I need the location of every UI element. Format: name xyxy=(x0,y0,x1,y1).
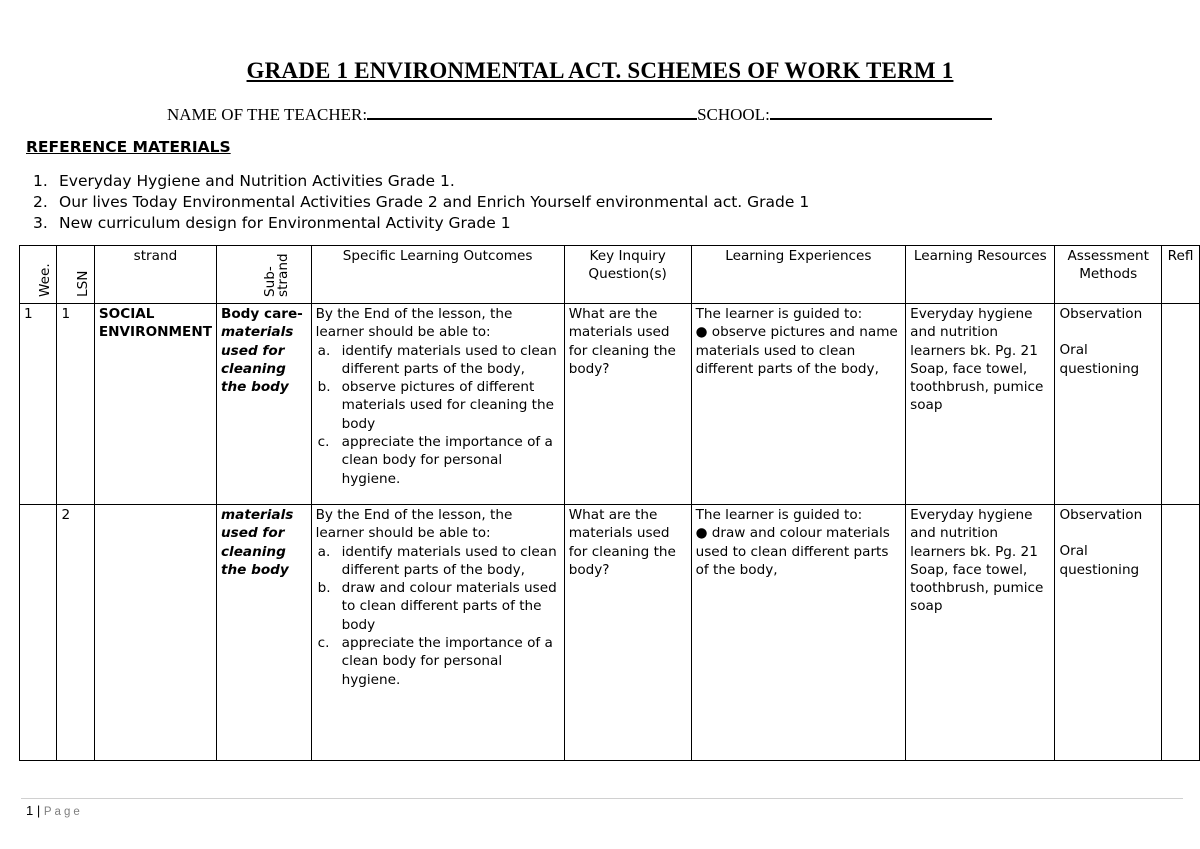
footer-separator: | xyxy=(36,803,41,818)
outcome-item: a. identify materials used to clean different parts of the body, xyxy=(317,543,557,578)
outcome-item: b. observe pictures of different materials used for cleaning the body xyxy=(317,379,554,432)
strand-cell: SOCIAL ENVIRONMENT xyxy=(94,304,216,505)
header-learning-experiences: Learning Experiences xyxy=(691,246,906,304)
outcome-item: a. identify materials used to clean different parts of the body, xyxy=(317,342,557,377)
learning-experiences-cell xyxy=(691,505,906,761)
week-cell xyxy=(20,505,57,761)
assessment-method: Oral questioning xyxy=(1059,342,1140,377)
week-cell: 1 xyxy=(20,304,57,505)
sub-strand-topic: materials used for cleaning the body xyxy=(220,324,294,396)
lsn-cell: 2 xyxy=(57,505,94,761)
assessment-method: Oral questioning xyxy=(1059,543,1140,578)
footer-divider xyxy=(21,798,1183,799)
header-learning-resources: Learning Resources xyxy=(906,246,1055,304)
teacher-name-blank[interactable] xyxy=(367,102,697,120)
assessment-method: Observation xyxy=(1059,507,1143,523)
sub-strand-title: Body care- xyxy=(220,306,303,322)
key-inquiry-cell: What are the materials used for cleaning the body? xyxy=(564,304,691,505)
experiences-intro: The learner is guided to: xyxy=(695,507,863,523)
reference-heading: REFERENCE MATERIALS xyxy=(26,138,231,156)
experiences-intro: The learner is guided to: xyxy=(695,306,863,322)
schemes-table xyxy=(19,245,1200,761)
learning-resources-cell: Everyday hygiene and nutrition learners bk. Pg. 21 Soap, face towel, toothbrush, pumice soap xyxy=(906,304,1055,505)
assessment-method: Observation xyxy=(1059,306,1143,322)
learning-outcomes-cell xyxy=(311,304,564,505)
header-assessment-methods: Assessment Methods xyxy=(1055,246,1162,304)
sub-strand-cell xyxy=(216,304,311,505)
header-sub-strand: Sub-strand xyxy=(216,246,311,304)
learning-outcomes-cell xyxy=(311,505,564,761)
school-label: SCHOOL: xyxy=(697,105,770,124)
reflection-cell xyxy=(1162,304,1200,505)
page-footer xyxy=(26,803,83,818)
sub-strand-cell xyxy=(216,505,311,761)
experiences-item: ● observe pictures and name materials used to clean different parts of the body, xyxy=(695,324,898,377)
learning-experiences-cell xyxy=(691,304,906,505)
lsn-cell: 1 xyxy=(57,304,94,505)
learning-resources-cell: Everyday hygiene and nutrition learners bk. Pg. 21 Soap, face towel, toothbrush, pumice soap xyxy=(906,505,1055,761)
outcome-item: c. appreciate the importance of a clean body for personal hygiene. xyxy=(317,635,553,688)
teacher-label: NAME OF THE TEACHER: xyxy=(167,105,368,124)
table-header-row xyxy=(20,246,1200,304)
header-strand: strand xyxy=(94,246,216,304)
assessment-cell xyxy=(1055,304,1162,505)
outcomes-intro: By the End of the lesson, the learner should be able to: xyxy=(315,306,513,341)
page-number: 1 xyxy=(26,803,34,818)
sub-strand-topic: materials used for cleaning the body xyxy=(220,507,294,578)
reference-item: 1. Everyday Hygiene and Nutrition Activities Grade 1. xyxy=(33,172,455,190)
document-title: GRADE 1 ENVIRONMENTAL ACT. SCHEMES OF WORK TERM 1 xyxy=(246,58,954,83)
key-inquiry-cell: What are the materials used for cleaning the body? xyxy=(564,505,691,761)
outcome-item: c. appreciate the importance of a clean body for personal hygiene. xyxy=(317,434,553,487)
reference-item: 3. New curriculum design for Environmental Activity Grade 1 xyxy=(33,214,511,232)
teacher-school-line xyxy=(167,102,992,125)
reflection-cell xyxy=(1162,505,1200,761)
strand-cell xyxy=(94,505,216,761)
header-lsn: LSN xyxy=(57,246,94,304)
table-row xyxy=(20,505,1200,761)
outcomes-list xyxy=(316,342,560,488)
reference-item: 2. Our lives Today Environmental Activities Grade 2 and Enrich Yourself environmental act. Grade 1 xyxy=(33,193,810,211)
experiences-item: ● draw and colour materials used to clean different parts of the body, xyxy=(695,525,890,578)
header-week: Wee. xyxy=(20,246,57,304)
school-name-blank[interactable] xyxy=(770,102,992,120)
table-row xyxy=(20,304,1200,505)
header-reflection: Refl xyxy=(1162,246,1200,304)
header-key-inquiry-questions: Key Inquiry Question(s) xyxy=(564,246,691,304)
header-specific-learning-outcomes: Specific Learning Outcomes xyxy=(311,246,564,304)
reference-list xyxy=(33,171,809,234)
outcome-item: b. draw and colour materials used to clean different parts of the body xyxy=(317,580,557,633)
page-word: Page xyxy=(43,806,83,818)
outcomes-intro: By the End of the lesson, the learner should be able to: xyxy=(315,507,513,542)
outcomes-list xyxy=(316,543,560,689)
assessment-cell xyxy=(1055,505,1162,761)
